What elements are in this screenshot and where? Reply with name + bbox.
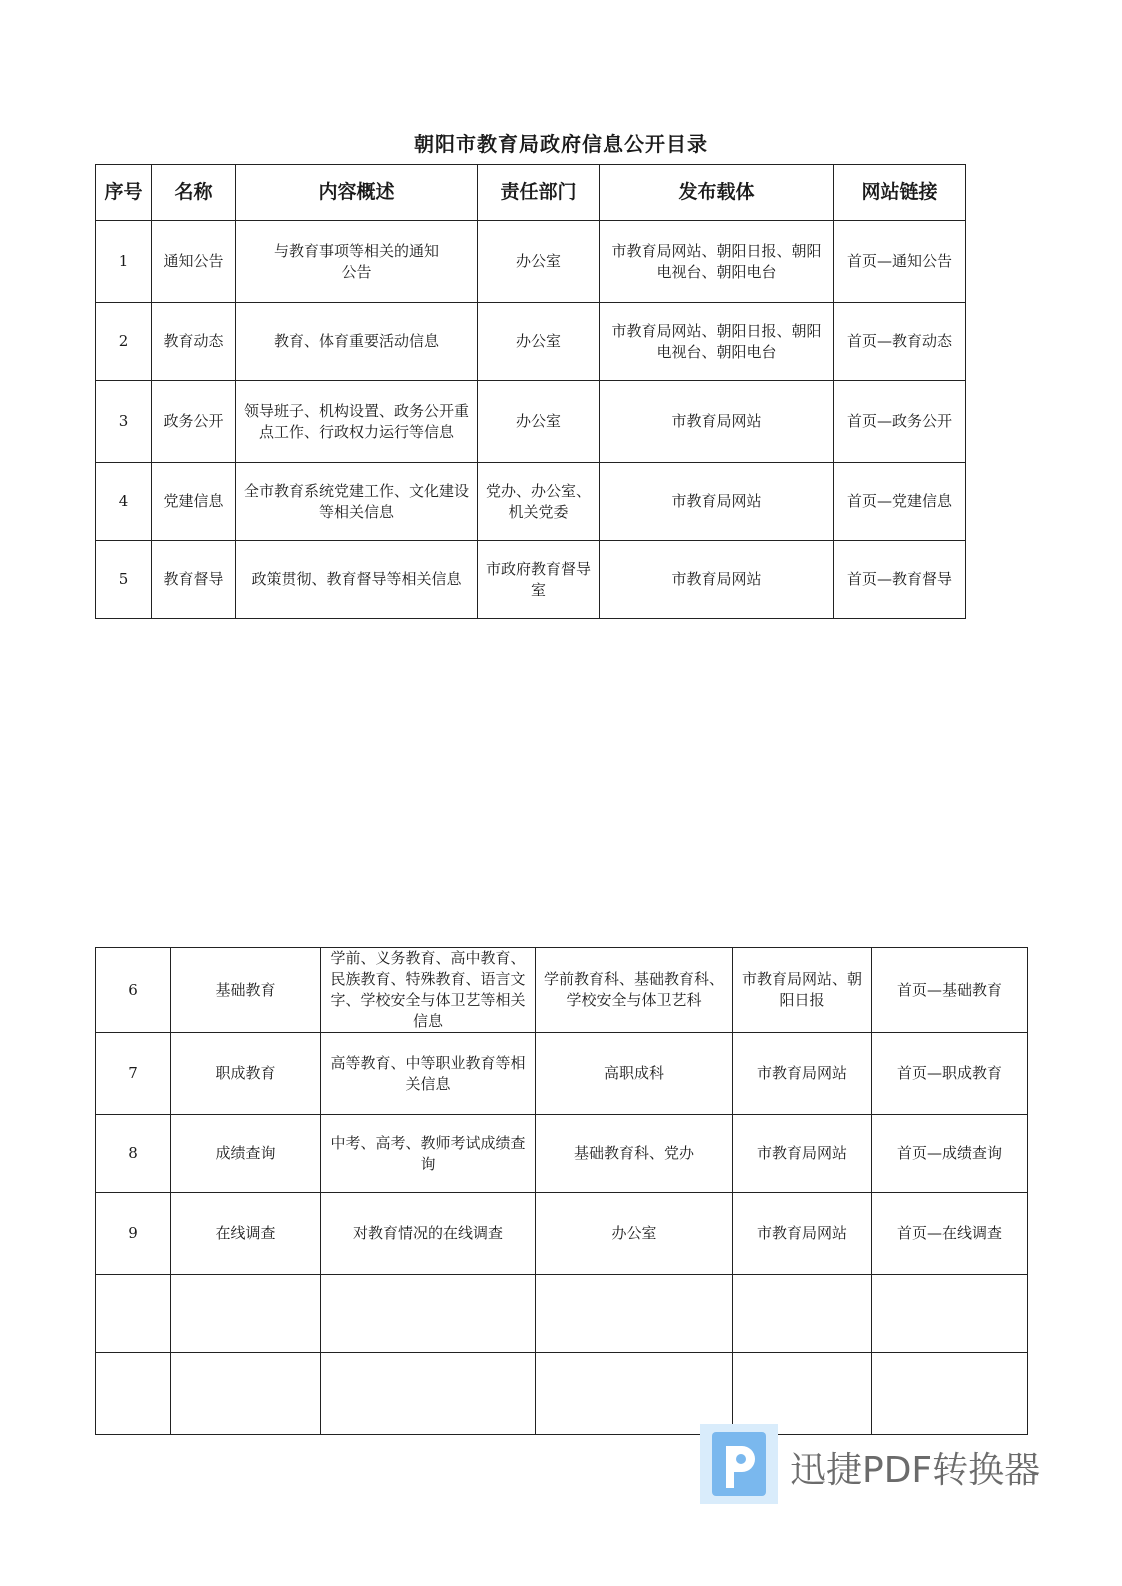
cell-no — [96, 1353, 171, 1435]
cell-link — [872, 1353, 1028, 1435]
cell-media: 市教育局网站、朝阳日报 — [733, 948, 872, 1033]
header-dept: 责任部门 — [478, 165, 600, 221]
cell-media: 市教育局网站 — [733, 1115, 872, 1193]
cell-summary: 学前、义务教育、高中教育、民族教育、特殊教育、语言文字、学校安全与体卫艺等相关信息 — [321, 948, 536, 1033]
header-link: 网站链接 — [834, 165, 966, 221]
cell-name: 教育督导 — [152, 541, 236, 619]
cell-dept: 办公室 — [478, 381, 600, 463]
cell-link: 首页—基础教育 — [872, 948, 1028, 1033]
header-no: 序号 — [96, 165, 152, 221]
cell-dept: 办公室 — [478, 221, 600, 303]
cell-no: 1 — [96, 221, 152, 303]
cell-dept: 办公室 — [478, 303, 600, 381]
cell-no: 9 — [96, 1193, 171, 1275]
cell-name: 党建信息 — [152, 463, 236, 541]
table-row — [96, 541, 966, 619]
cell-media: 市教育局网站 — [733, 1193, 872, 1275]
cell-name: 职成教育 — [171, 1033, 321, 1115]
cell-link: 首页—职成教育 — [872, 1033, 1028, 1115]
watermark-text: 迅捷PDF转换器 — [790, 1450, 1041, 1491]
header-name: 名称 — [152, 165, 236, 221]
cell-no: 6 — [96, 948, 171, 1033]
table-row — [96, 1193, 1028, 1275]
cell-dept — [536, 1275, 733, 1353]
cell-name — [171, 1275, 321, 1353]
directory-table-page-2 — [95, 947, 1028, 1435]
cell-dept: 高职成科 — [536, 1033, 733, 1115]
cell-name: 基础教育 — [171, 948, 321, 1033]
cell-summary: 与教育事项等相关的通知 公告 — [236, 221, 478, 303]
cell-media: 市教育局网站 — [733, 1033, 872, 1115]
cell-no — [96, 1275, 171, 1353]
cell-name: 教育动态 — [152, 303, 236, 381]
table-row — [96, 1353, 1028, 1435]
cell-no: 2 — [96, 303, 152, 381]
header-summary: 内容概述 — [236, 165, 478, 221]
cell-no: 7 — [96, 1033, 171, 1115]
cell-no: 3 — [96, 381, 152, 463]
cell-media: 市教育局网站 — [600, 463, 834, 541]
cell-name — [171, 1353, 321, 1435]
cell-link: 首页—党建信息 — [834, 463, 966, 541]
directory-table-page-1 — [95, 164, 966, 619]
table-row — [96, 1033, 1028, 1115]
cell-media: 市教育局网站 — [600, 381, 834, 463]
table-header-row — [96, 165, 966, 221]
cell-link — [872, 1275, 1028, 1353]
cell-link: 首页—成绩查询 — [872, 1115, 1028, 1193]
cell-link: 首页—在线调查 — [872, 1193, 1028, 1275]
cell-summary: 政策贯彻、教育督导等相关信息 — [236, 541, 478, 619]
cell-name: 通知公告 — [152, 221, 236, 303]
cell-dept — [536, 1353, 733, 1435]
cell-link: 首页—教育督导 — [834, 541, 966, 619]
cell-media — [733, 1353, 872, 1435]
cell-dept: 市政府教育督导室 — [478, 541, 600, 619]
cell-link: 首页—教育动态 — [834, 303, 966, 381]
cell-dept: 党办、办公室、机关党委 — [478, 463, 600, 541]
table-row — [96, 1275, 1028, 1353]
table-row — [96, 221, 966, 303]
table-row — [96, 1115, 1028, 1193]
cell-no: 4 — [96, 463, 152, 541]
cell-summary — [321, 1275, 536, 1353]
cell-name: 在线调查 — [171, 1193, 321, 1275]
cell-dept: 办公室 — [536, 1193, 733, 1275]
cell-media: 市教育局网站、朝阳日报、朝阳电视台、朝阳电台 — [600, 303, 834, 381]
cell-link: 首页—通知公告 — [834, 221, 966, 303]
table-row — [96, 303, 966, 381]
cell-summary: 对教育情况的在线调查 — [321, 1193, 536, 1275]
cell-dept: 基础教育科、党办 — [536, 1115, 733, 1193]
table-row — [96, 948, 1028, 1033]
table-row — [96, 381, 966, 463]
cell-media: 市教育局网站、朝阳日报、朝阳电视台、朝阳电台 — [600, 221, 834, 303]
cell-summary: 教育、体育重要活动信息 — [236, 303, 478, 381]
cell-name: 政务公开 — [152, 381, 236, 463]
table-row — [96, 463, 966, 541]
cell-summary — [321, 1353, 536, 1435]
cell-dept: 学前教育科、基础教育科、学校安全与体卫艺科 — [536, 948, 733, 1033]
cell-media: 市教育局网站 — [600, 541, 834, 619]
cell-summary: 中考、高考、教师考试成绩查询 — [321, 1115, 536, 1193]
p-logo-icon — [700, 1424, 778, 1504]
cell-name: 成绩查询 — [171, 1115, 321, 1193]
cell-summary: 高等教育、中等职业教育等相关信息 — [321, 1033, 536, 1115]
cell-media — [733, 1275, 872, 1353]
cell-no: 5 — [96, 541, 152, 619]
cell-no: 8 — [96, 1115, 171, 1193]
cell-summary: 领导班子、机构设置、政务公开重点工作、行政权力运行等信息 — [236, 381, 478, 463]
cell-link: 首页—政务公开 — [834, 381, 966, 463]
document-title: 朝阳市教育局政府信息公开目录 — [414, 132, 708, 156]
cell-summary: 全市教育系统党建工作、文化建设等相关信息 — [236, 463, 478, 541]
header-media: 发布载体 — [600, 165, 834, 221]
watermark — [700, 1424, 1060, 1504]
